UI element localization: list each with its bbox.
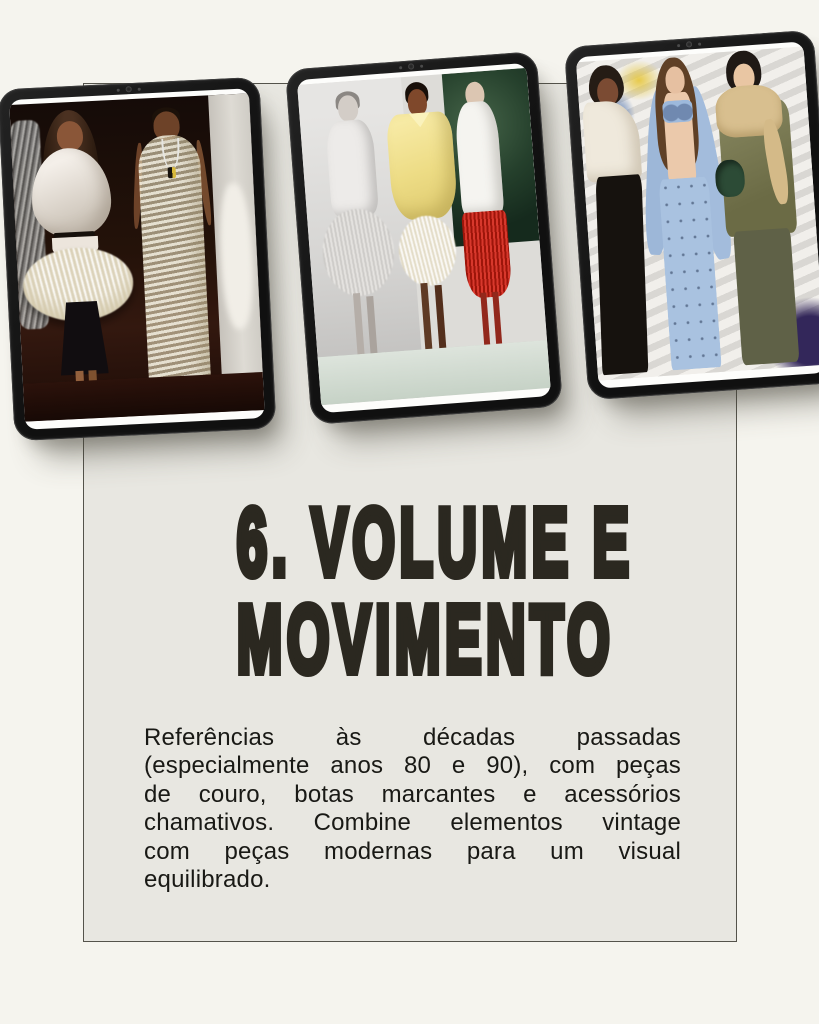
- runway-photo-3: [576, 46, 819, 380]
- runway-photo-1: [9, 93, 264, 421]
- tablet-camera-dots-icon: [117, 86, 141, 93]
- satin-blouse: [30, 146, 113, 239]
- black-skirt: [596, 175, 648, 376]
- model-legs: [480, 293, 491, 348]
- tablet-mockup-3: [564, 30, 819, 401]
- tablet-screen: [297, 63, 551, 413]
- tablet-screen: [9, 88, 265, 429]
- description-line: equilibrado.: [144, 866, 271, 894]
- yellow-jacket: [386, 111, 458, 221]
- description-line: de couro, botas marcantes e acessórios: [144, 780, 681, 808]
- title-line-1: 6. VOLUME E: [236, 489, 634, 596]
- description-line: com peças modernas para um visual: [144, 837, 681, 865]
- green-handbag: [714, 159, 745, 198]
- olive-trousers: [733, 228, 799, 366]
- tablet-mockup-1: [0, 77, 276, 441]
- red-fringe-skirt: [461, 209, 512, 299]
- page-title: [100, 489, 736, 693]
- tablet-camera-dots-icon: [399, 63, 423, 71]
- description-line: chamativos. Combine elementos vintage: [144, 809, 681, 837]
- description-line: (especialmente anos 80 e 90), com peças: [144, 752, 681, 780]
- blue-lace-bra: [662, 99, 693, 123]
- tablet-camera-dots-icon: [677, 41, 701, 49]
- description-line: Referências às décadas passadas: [144, 724, 681, 751]
- title-line-2: MOVIMENTO: [236, 586, 615, 693]
- description-paragraph: [144, 724, 681, 894]
- runway-floor: [23, 372, 265, 422]
- off-shoulder-top: [582, 100, 642, 183]
- model-legs: [420, 283, 433, 357]
- model-head: [337, 95, 358, 122]
- tablet-screen: [576, 41, 819, 388]
- tablet-mockup-2: [285, 51, 563, 425]
- runway-photo-2: [297, 68, 550, 405]
- pendant: [168, 167, 176, 178]
